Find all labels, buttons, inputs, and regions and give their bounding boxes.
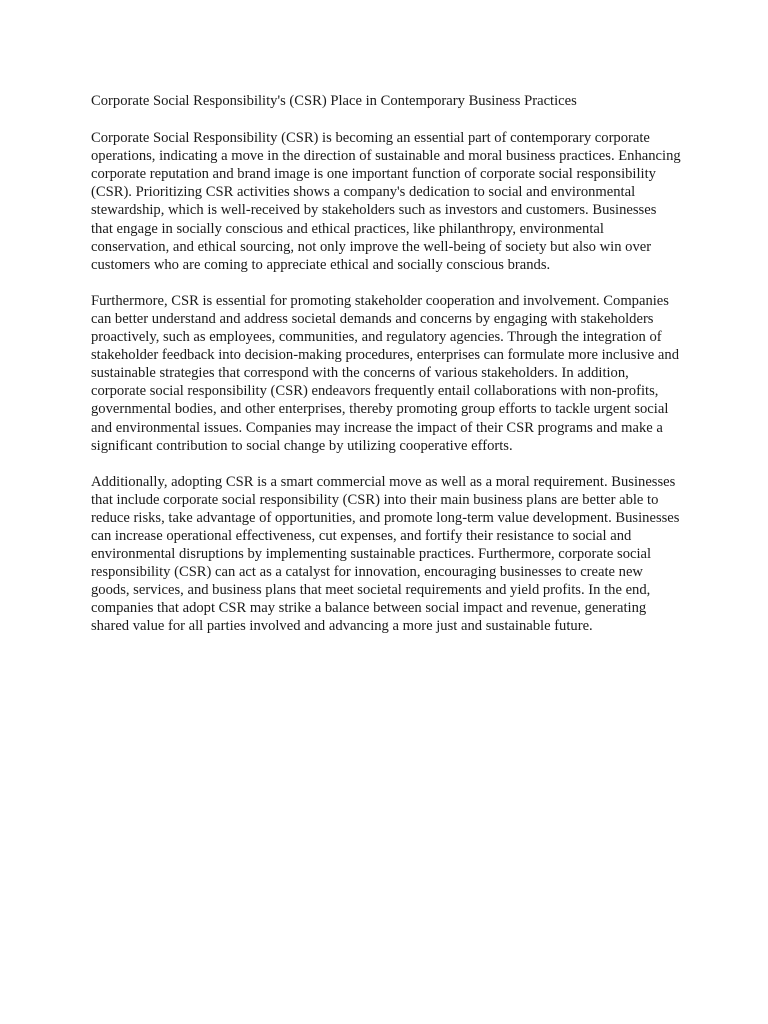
paragraph-3: Additionally, adopting CSR is a smart commercial move as well as a moral requirement. Businesses that include corporate social responsibility (CSR) into their main business plans are better able to reduce risks, take advantage of opportunities, and promote long-term value development. Businesses can increase operational effectiveness, cut expenses, and fortify their resistance to social and environmental disruptions by implementing sustainable practices. Furthermore, corporate social responsibility (CSR) can act as a catalyst for innovation, encouraging businesses to create new goods, services, and business plans that meet societal requirements and yield profits. In the end, companies that adopt CSR may strike a balance between social impact and revenue, generating shared value for all parties involved and advancing a more just and sustainable future.: [91, 473, 680, 635]
document-body: [91, 92, 681, 654]
document-title: Corporate Social Responsibility's (CSR) Place in Contemporary Business Practices: [91, 93, 577, 109]
paragraph-2: Furthermore, CSR is essential for promoting stakeholder cooperation and involvement. Companies can better understand and address societal demands and concerns by engaging with stakeholders proactively, such as employees, communities, and regulatory agencies. Through the integration of stakeholder feedback into decision-making procedures, enterprises can formulate more inclusive and sustainable strategies that correspond with the concerns of various stakeholders. In addition, corporate social responsibility (CSR) endeavors frequently entail collaborations with non-profits, governmental bodies, and other enterprises, thereby promoting group efforts to tackle urgent social and environmental issues. Companies may increase the impact of their CSR programs and make a significant contribution to social change by utilizing cooperative efforts.: [91, 292, 679, 454]
paragraph-1: Corporate Social Responsibility (CSR) is becoming an essential part of contemporary corporate operations, indicating a move in the direction of sustainable and moral business practices. Enhancing corporate reputation and brand image is one important function of corporate social responsibility (CSR). Prioritizing CSR activities shows a company's dedication to social and environmental stewardship, which is well-received by stakeholders such as investors and customers. Businesses that engage in socially conscious and ethical practices, like philanthropy, environmental conservation, and ethical sourcing, not only improve the well-being of society but also win over customers who are coming to appreciate ethical and socially conscious brands.: [91, 130, 681, 273]
